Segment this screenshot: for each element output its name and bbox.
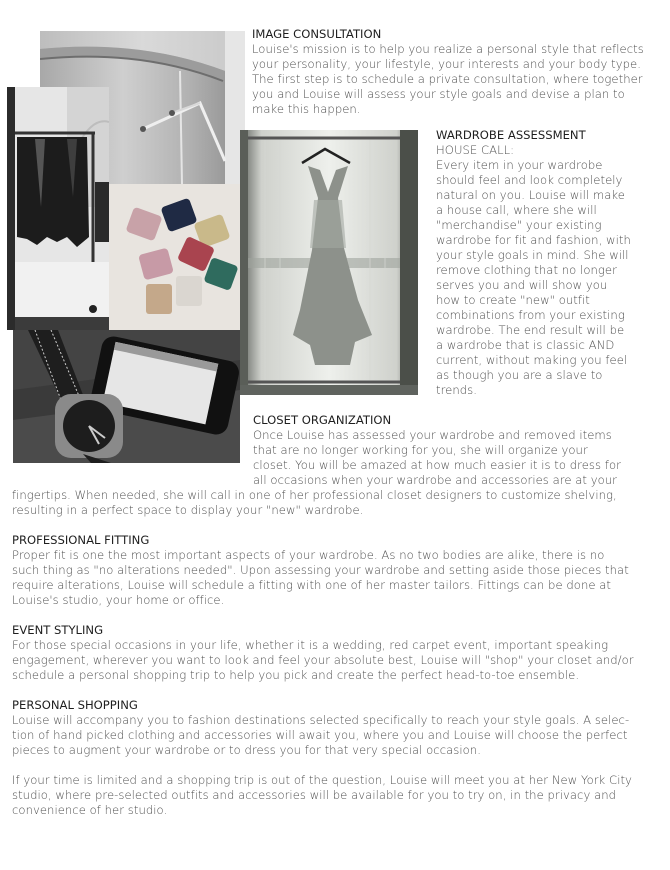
body-line: natural on you. Louise will make xyxy=(436,188,625,202)
section-title: PROFESSIONAL FITTING xyxy=(12,533,150,547)
section-personal-shopping-studio xyxy=(12,773,668,818)
body-line: current, without making you feel xyxy=(436,353,628,367)
section-wardrobe-assessment xyxy=(436,128,668,398)
section-title: CLOSET ORGANIZATION xyxy=(253,413,392,427)
body-line: you and Louise will assess your style goals and devise a plan to xyxy=(252,87,625,101)
section-closet-organization-continued xyxy=(12,488,668,518)
clothing-rack-photo xyxy=(7,87,109,330)
body-line: studio, where pre-selected outfits and accessories will be available for you to try on, in the privacy and xyxy=(12,788,617,802)
body-line: Once Louise has assessed your wardrobe and removed items xyxy=(253,428,612,442)
section-personal-shopping xyxy=(12,698,668,758)
body-line: Proper fit is one the most important aspects of your wardrobe. As no two bodies are alike, there is no xyxy=(12,548,605,562)
body-line: For those special occasions in your life, whether it is a wedding, red carpet event, important speaking xyxy=(12,638,609,652)
body-line: Louise's mission is to help you realize a personal style that reflects xyxy=(252,42,644,56)
body-line: wardrobe. The end result will be xyxy=(436,323,625,337)
body-line: If your time is limited and a shopping trip is out of the question, Louise will meet you at her New York City xyxy=(12,773,632,787)
body-line: as though you are a slave to xyxy=(436,368,603,382)
section-subtitle: HOUSE CALL: xyxy=(436,143,515,157)
body-line: your style goals in mind. She will xyxy=(436,248,629,262)
body-line: that are no longer working for you, she will organize your xyxy=(253,443,588,457)
body-line: schedule a personal shopping trip to help you pick and create the perfect head-to-toe ensemble. xyxy=(12,668,580,682)
body-line: wardrobe for fit and fashion, with xyxy=(436,233,631,247)
body-line: combinations from your existing xyxy=(436,308,625,322)
body-line: resulting in a perfect space to display your "new" wardrobe. xyxy=(12,503,364,517)
dress-photo xyxy=(240,130,418,395)
body-line: trends. xyxy=(436,383,477,397)
body-line: require alterations, Louise will schedule a fitting with one of her master tailors. Fittings can be done at xyxy=(12,578,612,592)
body-line: Every item in your wardrobe xyxy=(436,158,603,172)
thread-spools-photo xyxy=(109,184,240,330)
body-line: fingertips. When needed, she will call in one of her professional closet designers to customize shelving, xyxy=(12,488,617,502)
section-image-consultation xyxy=(252,27,667,117)
section-closet-organization xyxy=(253,413,668,488)
body-line: convenience of her studio. xyxy=(12,803,168,817)
section-title: WARDROBE ASSESSMENT xyxy=(436,128,586,142)
section-title: EVENT STYLING xyxy=(12,623,104,637)
body-line: how to create "new" outfit xyxy=(436,293,590,307)
body-line: Louise will accompany you to fashion destinations selected specifically to reach your style goals. A selec- xyxy=(12,713,630,727)
body-line: make this happen. xyxy=(252,102,361,116)
section-event-styling xyxy=(12,623,668,683)
watch-phone-photo xyxy=(13,330,240,463)
body-line: your personality, your lifestyle, your interests and your body type. xyxy=(252,57,641,71)
body-line: engagement, wherever you want to look and feel your absolute best, Louise will "shop" your closet and/or xyxy=(12,653,634,667)
body-line: The first step is to schedule a private consultation, where together xyxy=(252,72,643,86)
section-title: IMAGE CONSULTATION xyxy=(252,27,382,41)
body-line: serves you and will show you xyxy=(436,278,608,292)
body-line: pieces to augment your wardrobe or to dress you for that very special occasion. xyxy=(12,743,481,757)
body-line: a wardrobe that is classic AND xyxy=(436,338,615,352)
body-line: all occasions when your wardrobe and accessories are at your xyxy=(253,473,617,487)
body-line: should feel and look completely xyxy=(436,173,623,187)
body-line: closet. You will be amazed at how much easier it is to dress for xyxy=(253,458,621,472)
body-line: tion of hand picked clothing and accessories will await you, where you and Louise will choose the perfect xyxy=(12,728,628,742)
body-line: "merchandise" your existing xyxy=(436,218,602,232)
body-line: such thing as "no alterations needed". Upon assessing your wardrobe and setting aside those pieces that xyxy=(12,563,629,577)
section-title: PERSONAL SHOPPING xyxy=(12,698,138,712)
section-professional-fitting xyxy=(12,533,668,608)
body-line: a house call, where she will xyxy=(436,203,597,217)
body-line: remove clothing that no longer xyxy=(436,263,617,277)
body-line: Louise's studio, your home or office. xyxy=(12,593,225,607)
